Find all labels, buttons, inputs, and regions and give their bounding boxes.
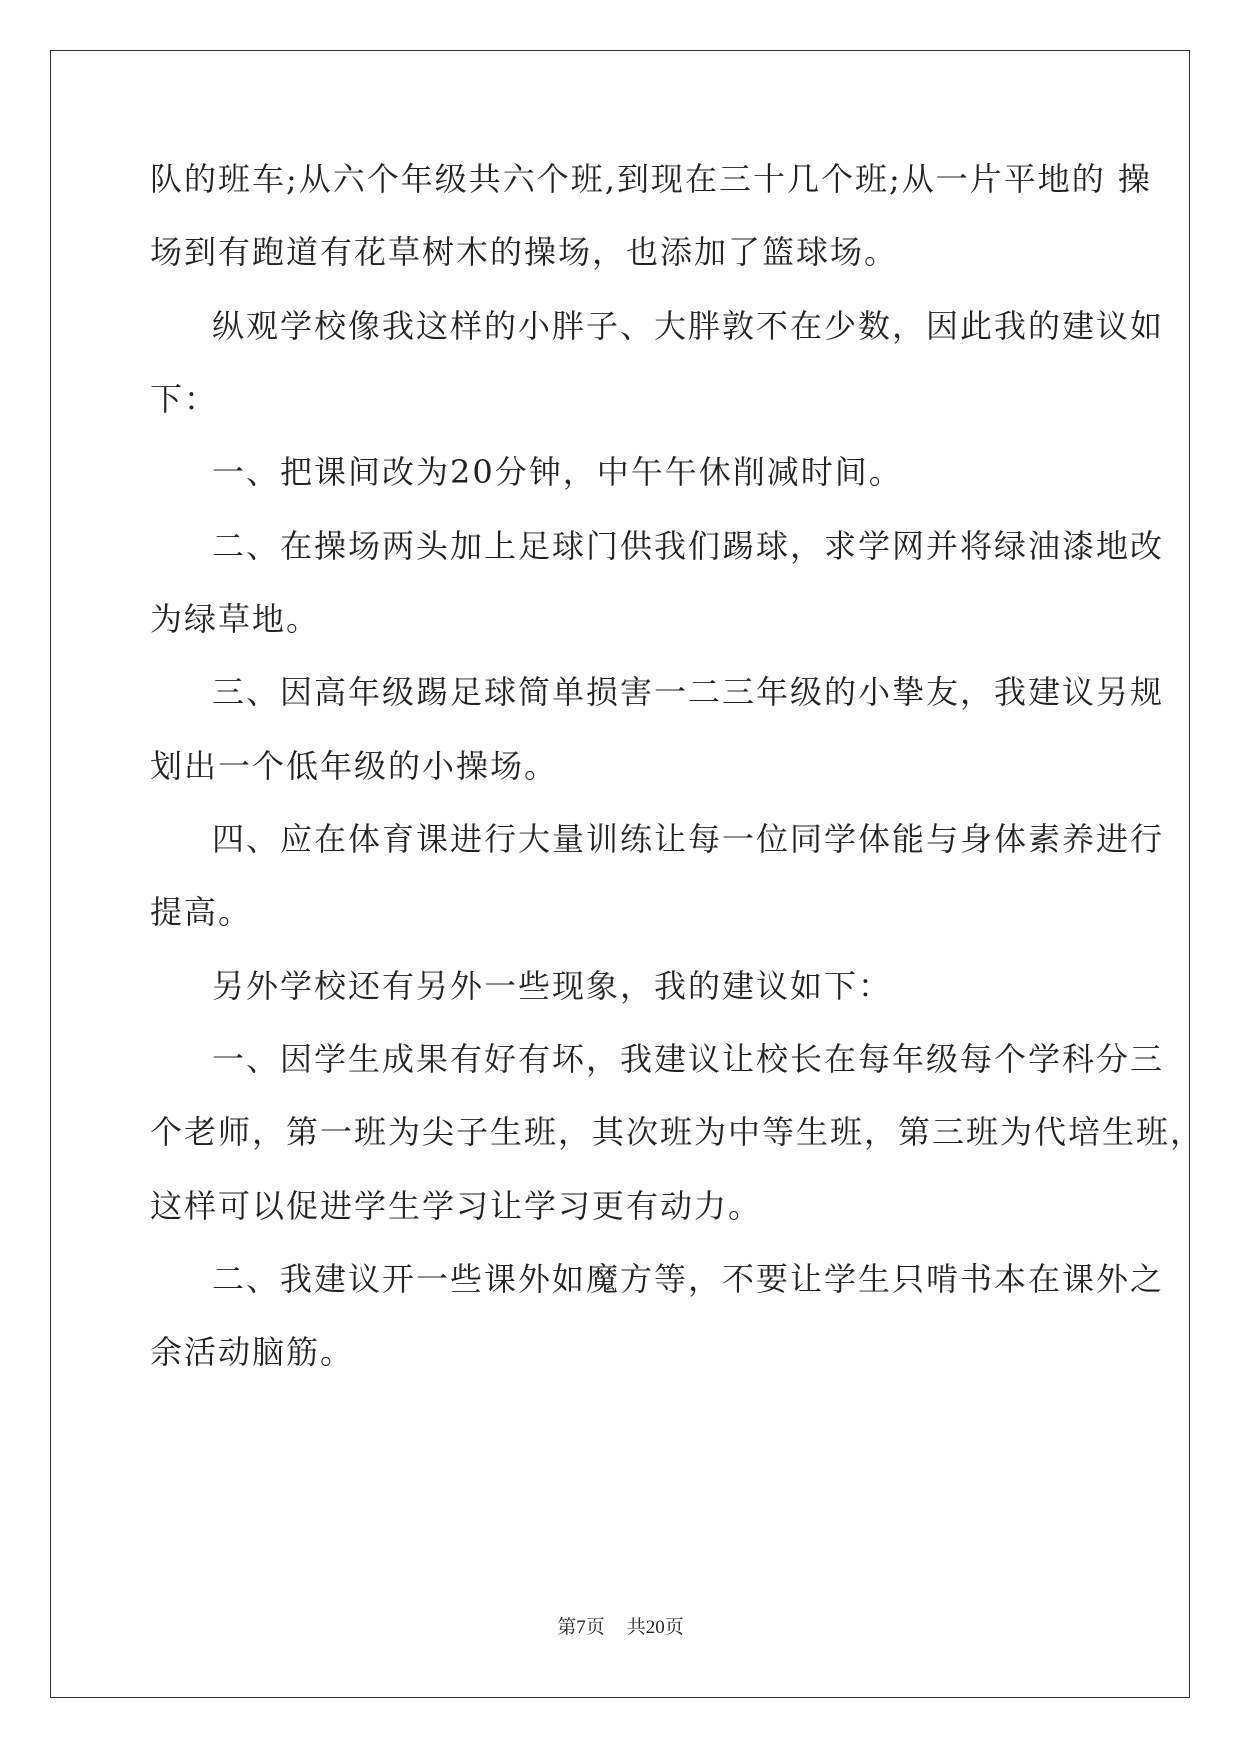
text-line: 划出一个低年级的小操场。 (150, 747, 559, 785)
paragraph-line: 纵观学校像我这样的小胖子、大胖敦不在少数，因此我的建议如 (212, 307, 1165, 345)
text-line: 队的班车;从六个年级共六个班,到现在三十几个班;从一片平地的 操 (150, 160, 1152, 198)
page-total: 共20页 (626, 1617, 684, 1638)
text-line: 为绿草地。 (150, 600, 321, 638)
page-number: 第7页 (557, 1617, 605, 1638)
text-line: 余活动脑筋。 (150, 1333, 355, 1371)
text-line: 个老师，第一班为尖子生班，其次班为中等生班，第三班为代培生班， (150, 1113, 1205, 1151)
text-line: 下： (150, 380, 219, 418)
paragraph-line: 三、因高年级踢足球简单损害一二三年级的小挚友，我建议另规 (212, 673, 1165, 711)
paragraph-line: 一、因学生成果有好有坏，我建议让校长在每年级每个学科分三 (212, 1040, 1165, 1078)
page-footer (0, 1616, 1241, 1640)
paragraph-line: 四、应在体育课进行大量训练让每一位同学体能与身体素养进行 (212, 820, 1165, 858)
page-frame (50, 50, 1190, 1698)
paragraph-line: 二、我建议开一些课外如魔方等，不要让学生只啃书本在课外之 (212, 1260, 1165, 1298)
paragraph-line: 一、把课间改为20分钟，中午午休削减时间。 (212, 453, 903, 491)
paragraph-line: 另外学校还有另外一些现象，我的建议如下： (212, 967, 893, 1005)
text-line: 这样可以促进学生学习让学习更有动力。 (150, 1187, 763, 1225)
paragraph-line: 二、在操场两头加上足球门供我们踢球，求学网并将绿油漆地改 (212, 527, 1165, 565)
text-line: 提高。 (150, 893, 253, 931)
text-line: 场到有跑道有花草树木的操场，也添加了篮球场。 (150, 233, 899, 271)
